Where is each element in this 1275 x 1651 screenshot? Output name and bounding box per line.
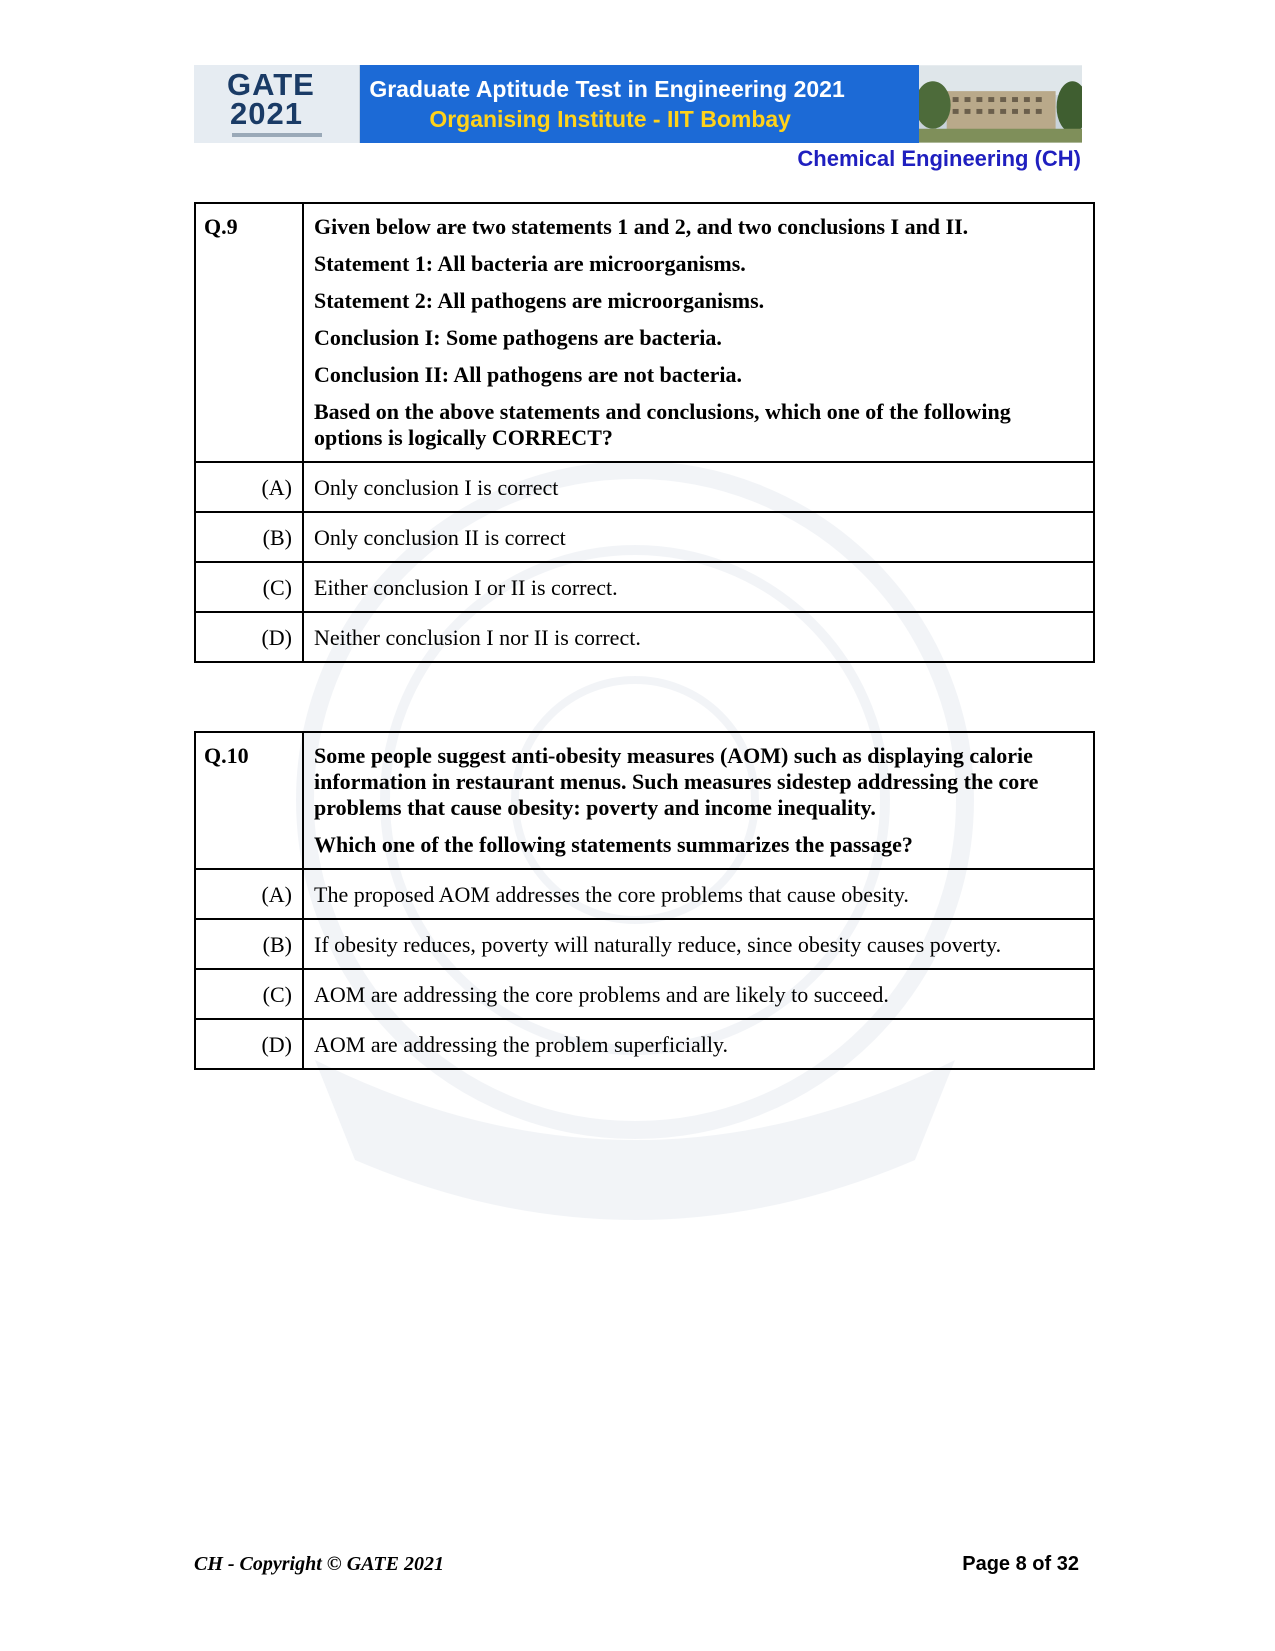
option-text: AOM are addressing the problem superficially. xyxy=(303,1019,1094,1069)
option-row xyxy=(195,562,1094,612)
stem-line: Statement 1: All bacteria are microorganisms. xyxy=(314,251,746,276)
option-label: (C) xyxy=(195,562,303,612)
option-row xyxy=(195,462,1094,512)
institute-building-photo xyxy=(919,65,1082,143)
question-stem xyxy=(303,732,1094,869)
option-text: If obesity reduces, poverty will naturally reduce, since obesity causes poverty. xyxy=(303,919,1094,969)
logo-tagline-bar xyxy=(232,133,322,137)
option-row xyxy=(195,512,1094,562)
question-number: Q.9 xyxy=(195,203,303,462)
question-number: Q.10 xyxy=(195,732,303,869)
question-table-q10 xyxy=(194,731,1095,1070)
option-text: Neither conclusion I nor II is correct. xyxy=(303,612,1094,662)
page-current: 8 xyxy=(1015,1553,1027,1575)
page-prefix: Page xyxy=(962,1553,1011,1575)
option-label: (D) xyxy=(195,1019,303,1069)
stem-line: Some people suggest anti-obesity measures (AOM) such as displaying calorie information in restaurant menus. Such measures sidestep addressing the core problems that cause obesity: poverty and income inequality. xyxy=(314,743,1039,820)
header-banner xyxy=(360,65,918,143)
option-text: Only conclusion II is correct xyxy=(303,512,1094,562)
option-text: Either conclusion I or II is correct. xyxy=(303,562,1094,612)
banner-title: Graduate Aptitude Test in Engineering 2021 xyxy=(369,76,845,102)
option-row xyxy=(195,969,1094,1019)
stem-line: Based on the above statements and conclusions, which one of the following options is logically CORRECT? xyxy=(314,399,1011,450)
option-text: Only conclusion I is correct xyxy=(303,462,1094,512)
option-row xyxy=(195,612,1094,662)
option-text: The proposed AOM addresses the core problems that cause obesity. xyxy=(303,869,1094,919)
stem-line: Conclusion II: All pathogens are not bacteria. xyxy=(314,362,743,387)
stem-line: Conclusion I: Some pathogens are bacteria. xyxy=(314,325,722,350)
logo-gate-text: GATE xyxy=(227,67,315,102)
option-row xyxy=(195,1019,1094,1069)
gate-logo xyxy=(194,65,360,143)
copyright-footer: CH - Copyright © GATE 2021 xyxy=(194,1553,444,1575)
option-label: (A) xyxy=(195,462,303,512)
option-label: (A) xyxy=(195,869,303,919)
banner-subtitle: Organising Institute - IIT Bombay xyxy=(429,106,791,132)
subject-title: Chemical Engineering (CH) xyxy=(797,146,1081,171)
option-text: AOM are addressing the core problems and are likely to succeed. xyxy=(303,969,1094,1019)
page-number xyxy=(962,1553,1079,1576)
page-total: 32 xyxy=(1056,1553,1079,1575)
question-table-q9 xyxy=(194,202,1095,663)
page-header xyxy=(194,65,1082,143)
logo-year-text: 2021 xyxy=(230,96,303,131)
page-of: of xyxy=(1032,1553,1052,1575)
question-stem xyxy=(303,203,1094,462)
option-row xyxy=(195,869,1094,919)
option-label: (B) xyxy=(195,512,303,562)
stem-line: Which one of the following statements summarizes the passage? xyxy=(314,832,913,857)
option-label: (C) xyxy=(195,969,303,1019)
stem-line: Given below are two statements 1 and 2, and two conclusions I and II. xyxy=(314,214,969,239)
stem-line: Statement 2: All pathogens are microorganisms. xyxy=(314,288,765,313)
option-row xyxy=(195,919,1094,969)
option-label: (D) xyxy=(195,612,303,662)
option-label: (B) xyxy=(195,919,303,969)
